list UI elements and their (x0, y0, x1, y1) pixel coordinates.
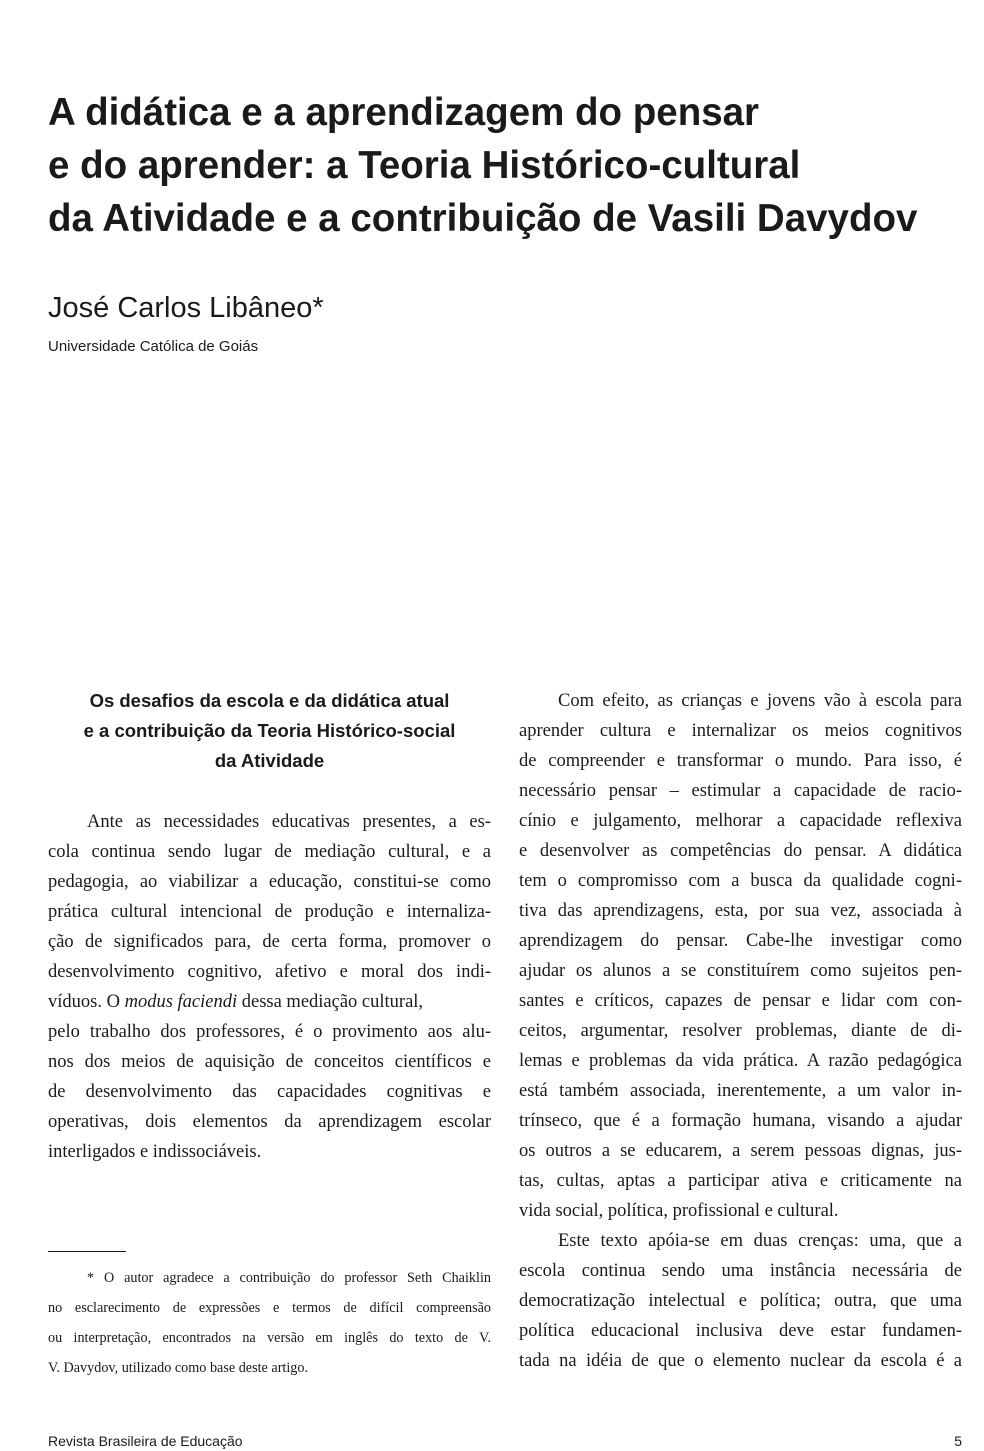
left-column (48, 686, 491, 1167)
heading-line: da Atividade (214, 750, 325, 771)
footnote-line: ou interpretação, encontrados na versão em inglês do texto de V. (48, 1330, 491, 1346)
author-affiliation: Universidade Católica de Goiás (48, 338, 259, 355)
footnote-line: * O autor agradece a contribuição do professor Seth Chaiklin (87, 1270, 491, 1286)
text-line: operativas, dois elementos da aprendizagem escolar (48, 1112, 491, 1132)
journal-name: Revista Brasileira de Educação (48, 1433, 243, 1449)
text-line: cola continua sendo lugar de mediação cultural, e a (48, 842, 491, 862)
page-number: 5 (954, 1433, 962, 1449)
text-line: de compreender e transformar o mundo. Para isso, é (519, 751, 962, 771)
text-line: necessário pensar – estimular a capacidade de racio- (519, 781, 962, 801)
article-title (48, 86, 968, 245)
text-line: interligados e indissociáveis. (48, 1142, 262, 1162)
text-line: lemas e problemas da vida prática. A razão pedagógica (519, 1051, 962, 1071)
text-line: e desenvolver as competências do pensar. A didática (519, 841, 962, 861)
text-segment: dessa mediação cultural, (237, 992, 424, 1012)
text-line: pedagogia, ao viabilizar a educação, constitui-se como (48, 872, 491, 892)
text-line: aprender cultura e internalizar os meios cognitivos (519, 721, 962, 741)
text-line: está também associada, inerentemente, a um valor in- (519, 1081, 962, 1101)
body-paragraph (519, 686, 962, 1226)
footnote-line: V. Davydov, utilizado como base deste artigo. (48, 1360, 309, 1376)
text-line: tada na idéia de que o elemento nuclear da escola é a (519, 1351, 962, 1371)
text-line: Com efeito, as crianças e jovens vão à escola para (558, 691, 962, 711)
text-line: Ante as necessidades educativas presentes, a es- (87, 812, 491, 832)
text-line: os outros a se educarem, a serem pessoas dignas, jus- (519, 1141, 962, 1161)
text-line: aprendizagem do pensar. Cabe-lhe investigar como (519, 931, 962, 951)
text-line (48, 987, 491, 1017)
text-line: cínio e julgamento, melhorar a capacidade reflexiva (519, 811, 962, 831)
author-name: José Carlos Libâneo* (48, 292, 324, 324)
text-line: nos dos meios de aquisição de conceitos científicos e (48, 1052, 491, 1072)
text-line: tas, cultas, aptas a participar ativa e criticamente na (519, 1171, 962, 1191)
body-paragraph (48, 807, 491, 1167)
title-line: da Atividade e a contribuição de Vasili Davydov (48, 197, 918, 240)
heading-line: e a contribuição da Teoria Histórico-social (83, 720, 456, 741)
text-line: ajudar os alunos a se constituírem como sujeitos pen- (519, 961, 962, 981)
right-column (519, 686, 962, 1376)
heading-line: Os desafios da escola e da didática atual (89, 690, 450, 711)
text-line: pelo trabalho dos professores, é o provimento aos alu- (48, 1022, 491, 1042)
text-line: desenvolvimento cognitivo, afetivo e moral dos indi- (48, 962, 491, 982)
text-line: Este texto apóia-se em duas crenças: uma, que a (558, 1231, 962, 1251)
text-line: ceitos, argumentar, resolver problemas, diante de di- (519, 1021, 962, 1041)
text-line: santes e críticos, capazes de pensar e lidar com con- (519, 991, 962, 1011)
text-line: prática cultural intencional de produção e internaliza- (48, 902, 491, 922)
footnote-line: no esclarecimento de expressões e termos de difícil compreensão (48, 1300, 491, 1316)
title-line: e do aprender: a Teoria Histórico-cultural (48, 144, 801, 187)
text-line: escola continua sendo uma instância necessária de (519, 1261, 962, 1281)
title-line: A didática e a aprendizagem do pensar (48, 91, 760, 134)
section-heading (48, 686, 491, 776)
footnote (48, 1263, 491, 1383)
italic-term: modus faciendi (124, 992, 238, 1012)
text-line: vida social, política, profissional e cultural. (519, 1201, 839, 1221)
text-line: de desenvolvimento das capacidades cognitivas e (48, 1082, 491, 1102)
footnote-divider (48, 1251, 126, 1252)
text-line: tem o compromisso com a busca da qualidade cogni- (519, 871, 962, 891)
text-line: trínseco, que é a formação humana, visando a ajudar (519, 1111, 962, 1131)
body-paragraph (519, 1226, 962, 1376)
text-line: ção de significados para, de certa forma, promover o (48, 932, 491, 952)
text-segment: víduos. O (48, 992, 125, 1012)
text-line: política educacional inclusiva deve estar fundamen- (519, 1321, 962, 1341)
text-line: democratização intelectual e política; outra, que uma (519, 1291, 962, 1311)
text-line: tiva das aprendizagens, esta, por sua vez, associada à (519, 901, 962, 921)
